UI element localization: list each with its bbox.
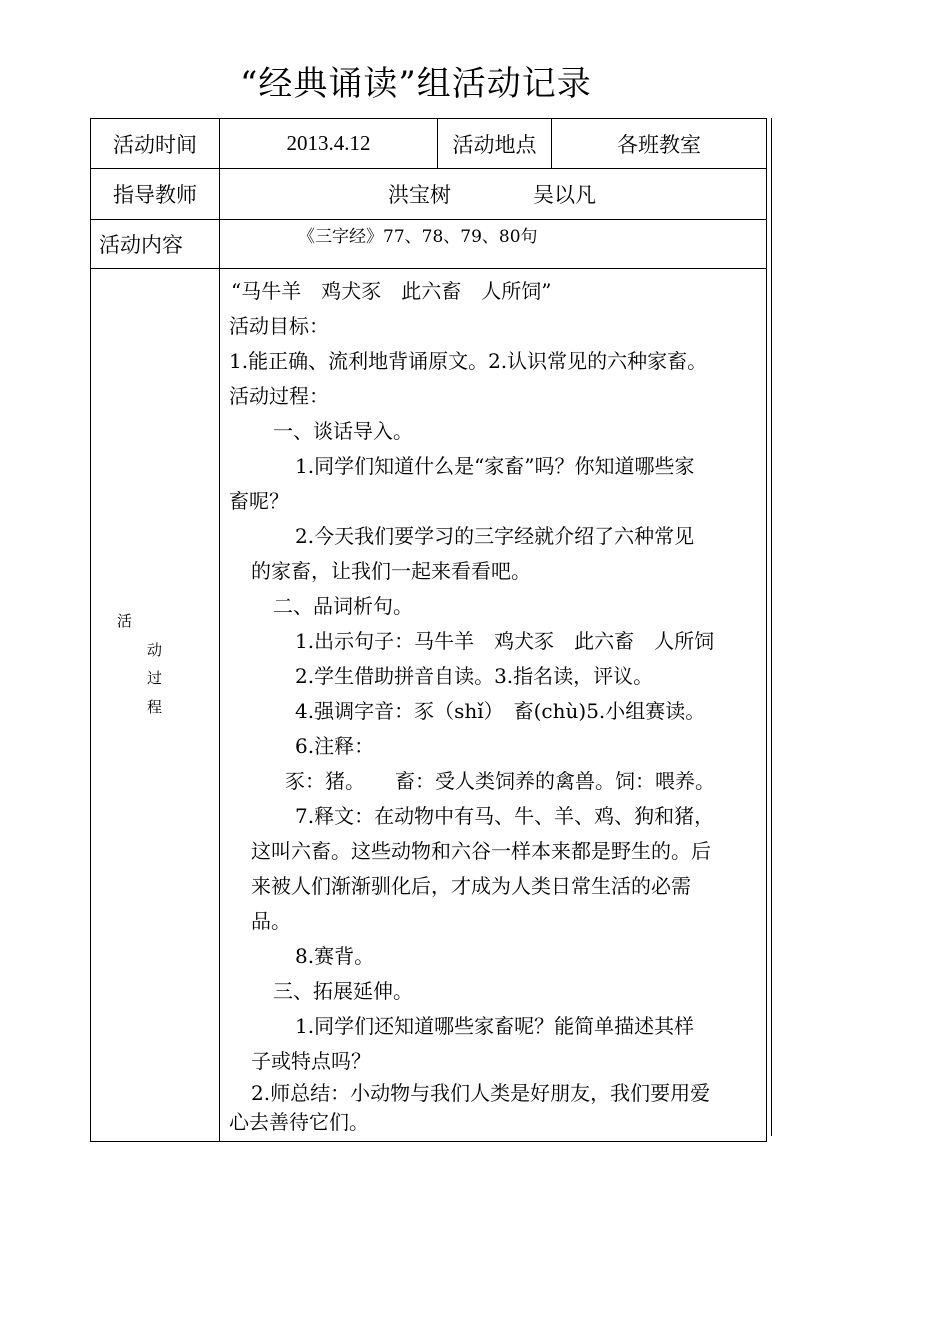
process-line: 这叫六畜。这些动物和六谷一样本来都是野生的。后: [251, 839, 711, 863]
process-content: [220, 269, 767, 1142]
page-title: “经典诵读”组活动记录: [240, 64, 592, 104]
process-label-char: 动: [147, 641, 163, 659]
table-row-process: [91, 269, 767, 1142]
process-label-char: 过: [147, 669, 163, 687]
process-line: 2.师总结：小动物与我们人类是好朋友，我们要用爱: [251, 1081, 711, 1105]
process-line: “马牛羊 鸡犬豕 此六畜 人所饲”: [231, 279, 552, 303]
teacher-name-2: 吴以凡: [533, 183, 596, 207]
process-line: 1.出示句子：马牛羊 鸡犬豕 此六畜 人所饲: [295, 629, 715, 653]
process-line: 2.今天我们要学习的三字经就介绍了六种常见: [295, 524, 695, 548]
process-line: 的家畜，让我们一起来看看吧。: [251, 559, 531, 583]
process-line: 4.强调字音：豕（shǐ） 畜(chù)5.小组赛读。: [295, 699, 706, 723]
time-label: 活动时间: [91, 119, 220, 169]
table-row-time: [91, 119, 767, 169]
table-row-content: [91, 220, 767, 269]
process-line: 1.能正确、流利地背诵原文。2.认识常见的六种家畜。: [229, 349, 708, 373]
process-line: 2.学生借助拼音自读。3.指名读，评议。: [295, 664, 654, 688]
process-line: 活动过程：: [229, 384, 329, 408]
teacher-name-1: 洪宝树: [388, 183, 451, 207]
process-line: 一、谈话导入。: [273, 419, 413, 443]
content-value: 《三字经》77、78、79、80句: [220, 220, 767, 269]
place-label: 活动地点: [438, 119, 552, 169]
process-line: 豕：猪。 畜：受人类饲养的禽兽。饲：喂养。: [285, 769, 715, 793]
process-line: 8.赛背。: [295, 944, 375, 968]
process-label: [91, 269, 220, 1142]
process-line: 6.注释：: [295, 734, 375, 758]
process-line: 活动目标：: [229, 314, 329, 338]
process-line: 1.同学们还知道哪些家畜呢？能简单描述其样: [295, 1014, 695, 1038]
content-label: 活动内容: [91, 220, 220, 269]
record-table: [90, 118, 767, 1142]
process-line: 品。: [251, 909, 291, 933]
record-table-frame: [90, 118, 768, 1136]
process-line: 三、拓展延伸。: [273, 979, 413, 1003]
teacher-names: [220, 169, 767, 220]
process-line: 二、品词析句。: [273, 594, 413, 618]
process-line: 来被人们渐渐驯化后，才成为人类日常生活的必需: [251, 874, 691, 898]
place-value: 各班教室: [552, 119, 767, 169]
process-label-char: 活: [117, 612, 133, 630]
process-line: 7.释文：在动物中有马、牛、羊、鸡、狗和猪，: [295, 804, 715, 828]
process-line: 1.同学们知道什么是“家畜”吗？你知道哪些家: [295, 454, 695, 478]
process-line: 畜呢？: [229, 489, 289, 513]
process-line: 心去善待它们。: [229, 1110, 369, 1134]
table-row-teachers: [91, 169, 767, 220]
teacher-label: 指导教师: [91, 169, 220, 220]
process-label-char: 程: [147, 698, 163, 716]
time-value: 2013.4.12: [220, 119, 438, 169]
process-line: 子或特点吗？: [251, 1049, 371, 1073]
